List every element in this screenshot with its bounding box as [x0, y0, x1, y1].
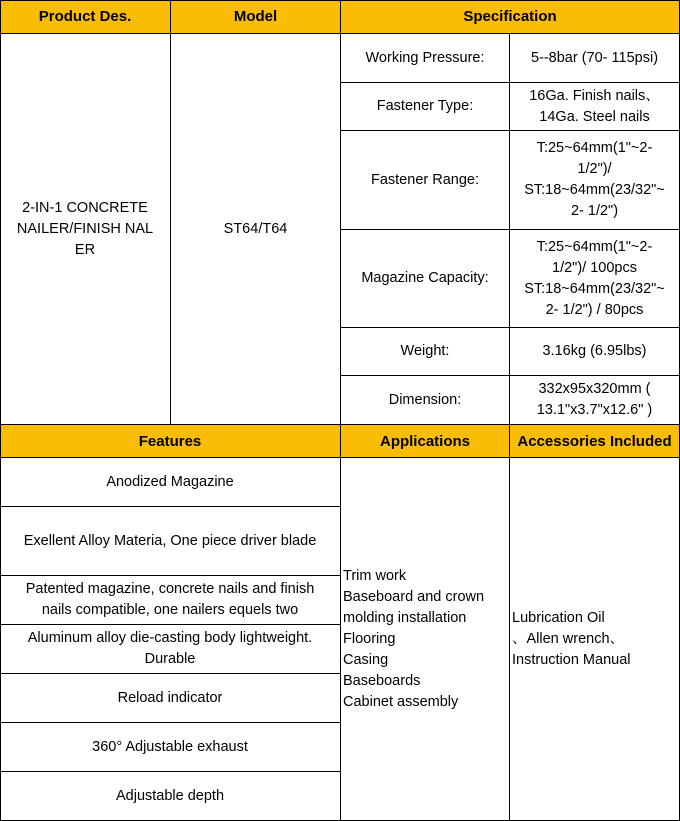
product-description: 2-IN-1 CONCRETE NAILER/FINISH NAL ER [0, 34, 171, 425]
feature-item: Adjustable depth [0, 772, 341, 821]
spec-value-dimension: 332x95x320mm ( 13.1"x3.7"x12.6" ) [510, 376, 680, 425]
header-specification: Specification [341, 0, 680, 34]
spec-value-magazine-capacity: T:25~64mm(1"~2- 1/2")/ 100pcs ST:18~64mm(23/32"~ 2- 1/2") / 80pcs [510, 230, 680, 328]
spec-label-fastener-range: Fastener Range: [341, 131, 510, 230]
header-applications: Applications [341, 425, 510, 458]
spec-value-fastener-type: 16Ga. Finish nails、 14Ga. Steel nails [510, 83, 680, 131]
spec-value-weight: 3.16kg (6.95lbs) [510, 328, 680, 376]
feature-item: Anodized Magazine [0, 458, 341, 507]
spec-label-weight: Weight: [341, 328, 510, 376]
spec-label-fastener-type: Fastener Type: [341, 83, 510, 131]
header-product-des: Product Des. [0, 0, 171, 34]
spec-label-magazine-capacity: Magazine Capacity: [341, 230, 510, 328]
accessories-list: Lubrication Oil 、Allen wrench、 Instruction Manual [510, 458, 680, 821]
spec-label-working-pressure: Working Pressure: [341, 34, 510, 83]
feature-item: Patented magazine, concrete nails and finish nails compatible, one nailers equels two [0, 576, 341, 625]
header-features: Features [0, 425, 341, 458]
applications-list: Trim work Baseboard and crown molding installation Flooring Casing Baseboards Cabinet assembly [341, 458, 510, 821]
spec-value-working-pressure: 5--8bar (70- 115psi) [510, 34, 680, 83]
feature-item: 360° Adjustable exhaust [0, 723, 341, 772]
feature-item: Aluminum alloy die-casting body lightweight. Durable [0, 625, 341, 674]
header-model: Model [171, 0, 341, 34]
header-accessories: Accessories Included [510, 425, 680, 458]
feature-item: Reload indicator [0, 674, 341, 723]
feature-item: Exellent Alloy Materia, One piece driver blade [0, 507, 341, 576]
spec-label-dimension: Dimension: [341, 376, 510, 425]
spec-value-fastener-range: T:25~64mm(1"~2- 1/2")/ ST:18~64mm(23/32"~ 2- 1/2") [510, 131, 680, 230]
product-model: ST64/T64 [171, 34, 341, 425]
